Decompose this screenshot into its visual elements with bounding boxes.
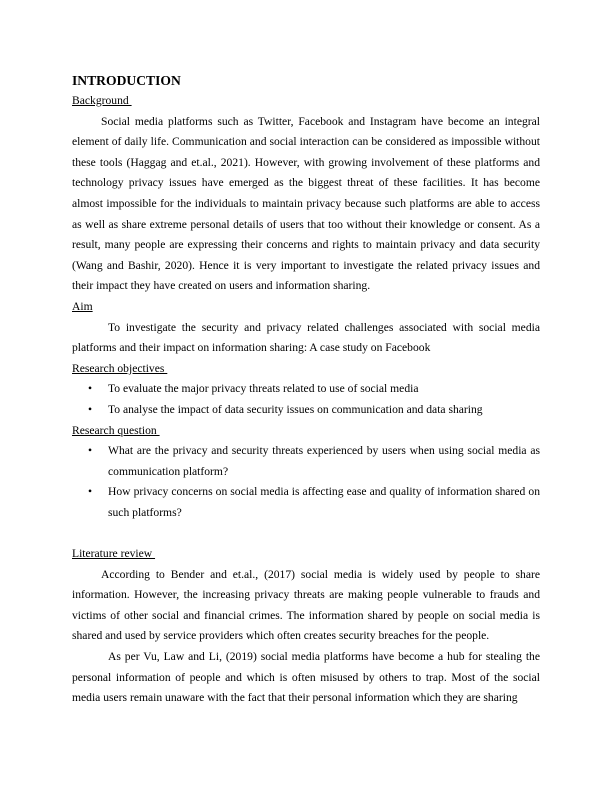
- questions-list: [72, 441, 540, 523]
- background-heading: Background: [72, 94, 132, 107]
- list-item: [72, 441, 540, 482]
- list-item-text: To evaluate the major privacy threats related to use of social media: [108, 382, 419, 396]
- bullet-icon: •: [88, 444, 93, 458]
- bullet-icon: •: [88, 382, 93, 396]
- aim-paragraph: To investigate the security and privacy related challenges associated with social media platforms and their impact on information sharing: A case study on Facebook: [72, 320, 540, 355]
- research-question-heading: Research question: [72, 423, 160, 437]
- list-item: [72, 400, 540, 421]
- bullet-icon: •: [88, 402, 93, 416]
- page-title: INTRODUCTION: [72, 73, 181, 88]
- list-item: [72, 482, 540, 523]
- bullet-icon: •: [88, 485, 93, 499]
- literature-paragraph-2: As per Vu, Law and Li, (2019) social media platforms have become a hub for stealing the personal information of people and which is often misused by others to trap. Most of the social media users remain unaware with the fact that their personal information which they are sharing: [72, 650, 540, 705]
- list-item: [72, 379, 540, 400]
- list-item-text: What are the privacy and security threats experienced by users when using social media as communication platform?: [108, 444, 540, 478]
- background-paragraph: Social media platforms such as Twitter, Facebook and Instagram have become an integral element of daily life. Communication and social interaction can be considered as impossible without these tools (Haggag and et.al., 2021). However, with growing involvement of these platforms and technology privacy issues have emerged as the biggest threat of these facilities. It has become almost impossible for the individuals to maintain privacy because such platforms are able to access as well as share extreme personal details of users that too without their knowledge or consent. As a result, many people are expressing their concerns and rights to maintain privacy and data security (Wang and Bashir, 2020). Hence it is very important to investigate the related privacy issues and their impact they have created on users and information sharing.: [72, 114, 540, 293]
- literature-paragraph-1: According to Bender and et.al., (2017) social media is widely used by people to share information. However, the increasing privacy threats are making people vulnerable to frauds and victims of other social and financial crimes. The information shared by people on social media is shared and used by service providers which often creates security breaches for the people.: [72, 567, 540, 643]
- objectives-list: [72, 379, 540, 420]
- list-item-text: To analyse the impact of data security issues on communication and data sharing: [108, 402, 483, 416]
- literature-review-heading: Literature review: [72, 547, 156, 561]
- document-body: [72, 71, 540, 709]
- spacer: [72, 523, 540, 544]
- aim-heading: Aim: [72, 299, 93, 313]
- objectives-heading: Research objectives: [72, 361, 168, 375]
- list-item-text: How privacy concerns on social media is affecting ease and quality of information shared on such platforms?: [108, 485, 540, 519]
